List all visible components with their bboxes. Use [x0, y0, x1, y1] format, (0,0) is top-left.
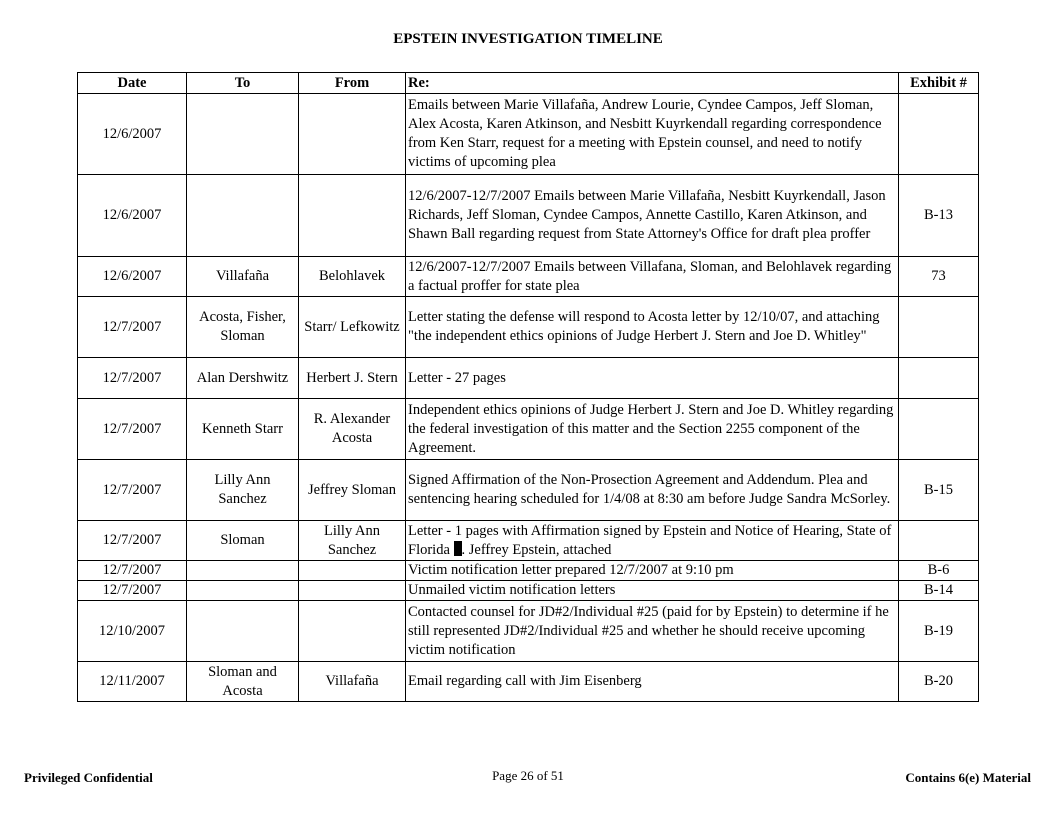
- cell-from: [299, 601, 406, 662]
- cell-exhibit: B-14: [899, 581, 979, 601]
- cell-to: [187, 175, 299, 257]
- cell-to: Villafaña: [187, 257, 299, 297]
- cell-exhibit: B-13: [899, 175, 979, 257]
- cell-re: Letter stating the defense will respond to Acosta letter by 12/10/07, and attaching "the independent ethics opinions of Judge Herbert J. Stern and Joe D. Whitley": [406, 297, 899, 358]
- cell-to: [187, 561, 299, 581]
- table-row: [78, 561, 979, 581]
- cell-exhibit: [899, 297, 979, 358]
- cell-from: Villafaña: [299, 662, 406, 702]
- cell-from: [299, 561, 406, 581]
- cell-date: 12/7/2007: [78, 399, 187, 460]
- cell-date: 12/7/2007: [78, 521, 187, 561]
- redaction-block: [454, 541, 462, 556]
- timeline-table: [77, 72, 979, 702]
- cell-to: [187, 94, 299, 175]
- cell-exhibit: B-15: [899, 460, 979, 521]
- table-row: [78, 581, 979, 601]
- document-title: EPSTEIN INVESTIGATION TIMELINE: [393, 31, 663, 47]
- cell-date: 12/7/2007: [78, 358, 187, 399]
- table-row: [78, 257, 979, 297]
- table-row: [78, 662, 979, 702]
- cell-from: [299, 175, 406, 257]
- header-from: From: [299, 73, 406, 94]
- cell-from: [299, 581, 406, 601]
- cell-from: R. Alexander Acosta: [299, 399, 406, 460]
- table-row: [78, 521, 979, 561]
- cell-to: Sloman and Acosta: [187, 662, 299, 702]
- cell-re: 12/6/2007-12/7/2007 Emails between Marie Villafaña, Nesbitt Kuyrkendall, Jason Richards, Jeff Sloman, Cyndee Campos, Annette Castillo, Karen Atkinson, and Shawn Ball regarding request from State Attorney's Office for draft plea proffer: [406, 175, 899, 257]
- footer-privileged: Privileged Confidential: [24, 770, 153, 785]
- cell-exhibit: [899, 94, 979, 175]
- cell-from: Jeffrey Sloman: [299, 460, 406, 521]
- cell-to: [187, 581, 299, 601]
- cell-re: Victim notification letter prepared 12/7/2007 at 9:10 pm: [406, 561, 899, 581]
- cell-date: 12/7/2007: [78, 581, 187, 601]
- cell-re: Contacted counsel for JD#2/Individual #25 (paid for by Epstein) to determine if he still represented JD#2/Individual #25 and whether he should receive upcoming victim notification: [406, 601, 899, 662]
- cell-re-text: Letter - 1 pages with Affirmation signed by Epstein and Notice of Hearing, State of Florida: [408, 522, 892, 558]
- cell-from: [299, 94, 406, 175]
- table-row: [78, 358, 979, 399]
- cell-date: 12/6/2007: [78, 257, 187, 297]
- table-row: [78, 94, 979, 175]
- cell-to: Lilly Ann Sanchez: [187, 460, 299, 521]
- cell-date: 12/7/2007: [78, 297, 187, 358]
- header-exhibit: Exhibit #: [899, 73, 979, 94]
- header-to: To: [187, 73, 299, 94]
- cell-re: Signed Affirmation of the Non-Prosection Agreement and Addendum. Plea and sentencing hearing scheduled for 1/4/08 at 8:30 am before Judge Sandra McSorley.: [406, 460, 899, 521]
- footer-6e-material: Contains 6(e) Material: [905, 770, 1031, 785]
- cell-to: [187, 601, 299, 662]
- table-row: [78, 460, 979, 521]
- cell-re-tail: . Jeffrey Epstein, attached: [461, 541, 612, 558]
- cell-re: Emails between Marie Villafaña, Andrew Lourie, Cyndee Campos, Jeff Sloman, Alex Acosta, Karen Atkinson, and Nesbitt Kuyrkendall regarding correspondence from Ken Starr, request for a meeting with Epstein counsel, and need to notify victims of upcoming plea: [406, 94, 899, 175]
- table-row: [78, 399, 979, 460]
- cell-exhibit: [899, 521, 979, 561]
- cell-date: 12/11/2007: [78, 662, 187, 702]
- header-row: [78, 73, 979, 94]
- cell-to: Sloman: [187, 521, 299, 561]
- table-row: [78, 297, 979, 358]
- cell-exhibit: [899, 358, 979, 399]
- cell-to: Kenneth Starr: [187, 399, 299, 460]
- cell-re: Unmailed victim notification letters: [406, 581, 899, 601]
- cell-exhibit: 73: [899, 257, 979, 297]
- cell-to: Acosta, Fisher, Sloman: [187, 297, 299, 358]
- cell-re: Email regarding call with Jim Eisenberg: [406, 662, 899, 702]
- cell-date: 12/6/2007: [78, 94, 187, 175]
- cell-re: [406, 521, 899, 561]
- cell-re: Letter - 27 pages: [406, 358, 899, 399]
- cell-exhibit: B-19: [899, 601, 979, 662]
- cell-from: Herbert J. Stern: [299, 358, 406, 399]
- cell-re: 12/6/2007-12/7/2007 Emails between Villafana, Sloman, and Belohlavek regarding a factual proffer for state plea: [406, 257, 899, 297]
- table-row: [78, 601, 979, 662]
- cell-from: Starr/ Lefkowitz: [299, 297, 406, 358]
- cell-date: 12/7/2007: [78, 460, 187, 521]
- header-re: Re:: [406, 73, 899, 94]
- cell-date: 12/7/2007: [78, 561, 187, 581]
- cell-exhibit: B-20: [899, 662, 979, 702]
- header-date: Date: [78, 73, 187, 94]
- table-row: [78, 175, 979, 257]
- footer-page-number: Page 26 of 51: [492, 768, 564, 783]
- cell-date: 12/6/2007: [78, 175, 187, 257]
- cell-to: Alan Dershwitz: [187, 358, 299, 399]
- cell-from: Belohlavek: [299, 257, 406, 297]
- cell-from: Lilly Ann Sanchez: [299, 521, 406, 561]
- cell-exhibit: B-6: [899, 561, 979, 581]
- cell-date: 12/10/2007: [78, 601, 187, 662]
- cell-re: Independent ethics opinions of Judge Herbert J. Stern and Joe D. Whitley regarding the federal investigation of this matter and the Section 2255 component of the Agreement.: [406, 399, 899, 460]
- cell-exhibit: [899, 399, 979, 460]
